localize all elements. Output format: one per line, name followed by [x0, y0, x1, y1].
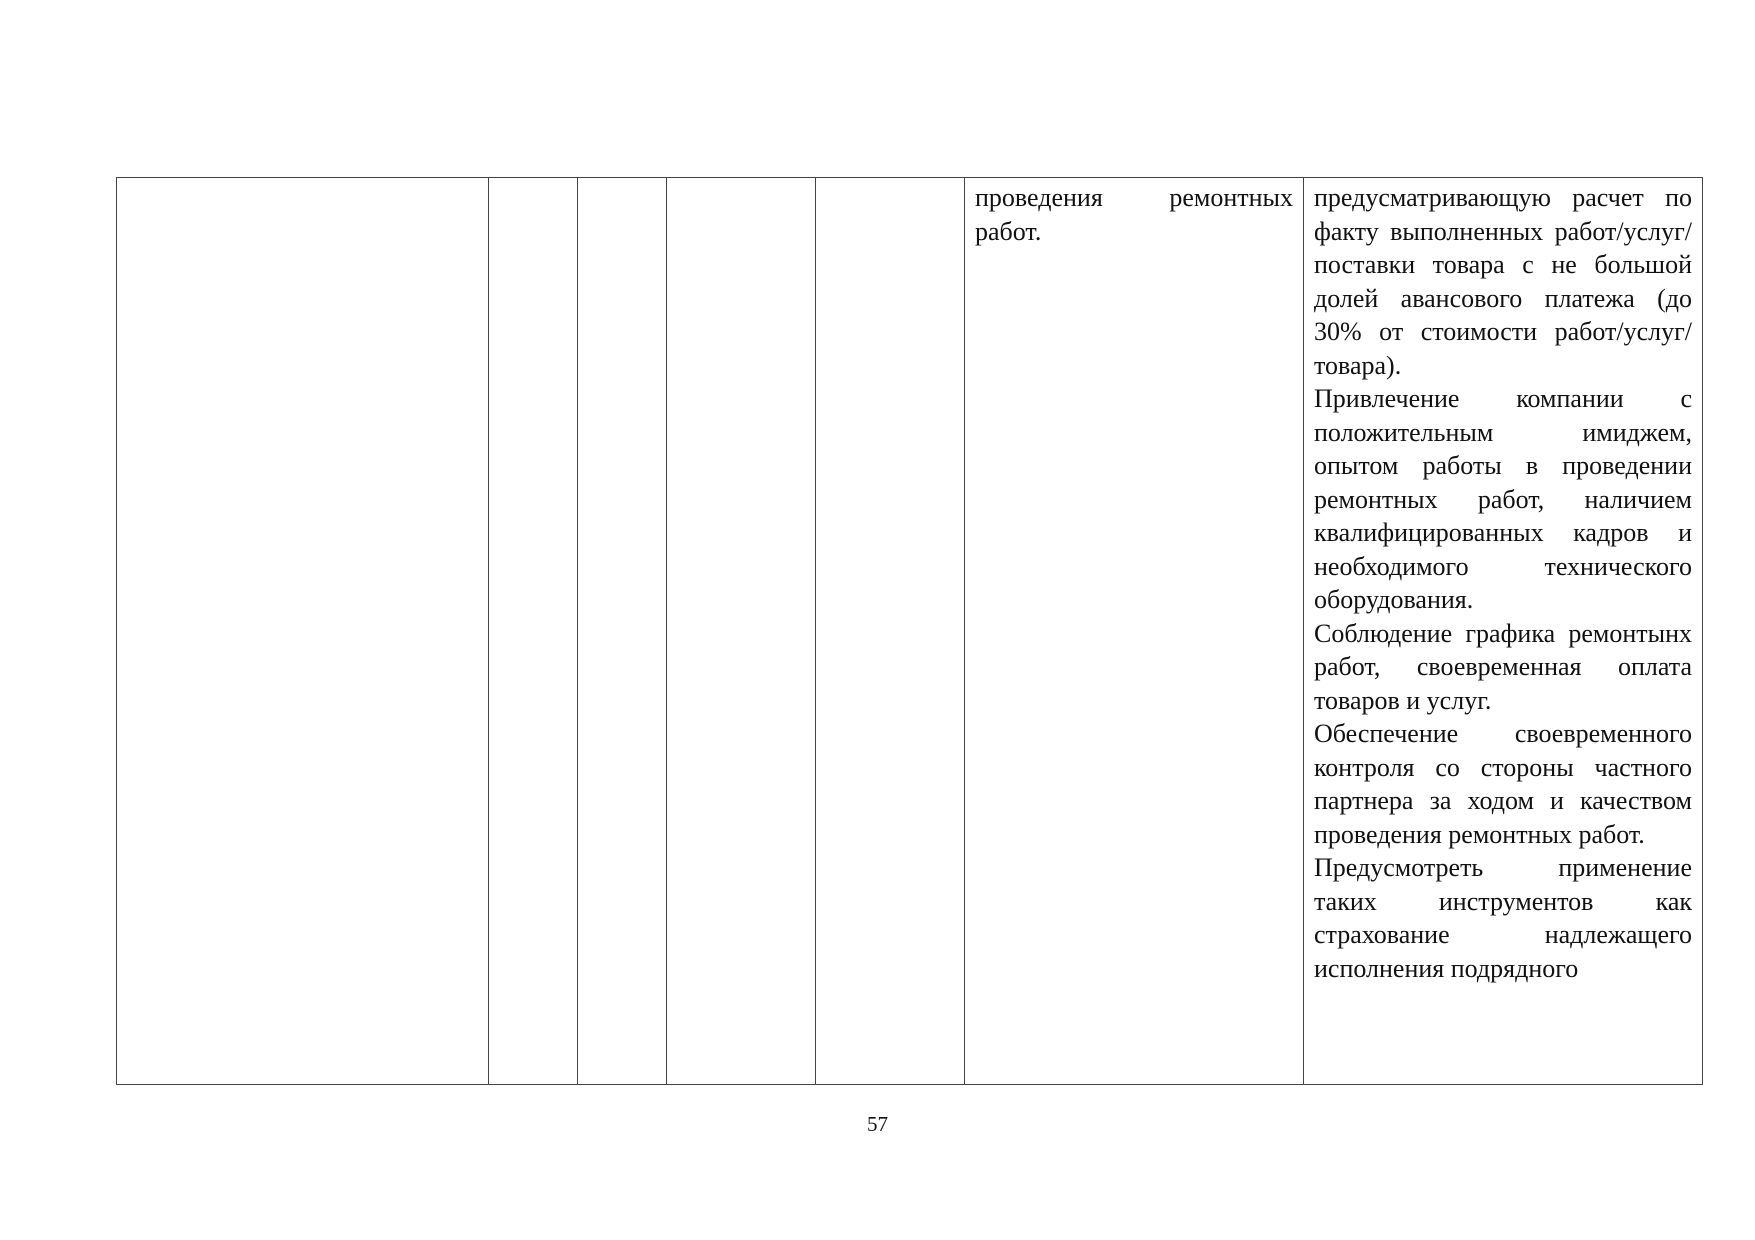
- cell-6-text: проведения ремонтных работ.: [975, 183, 1293, 246]
- table-row: [117, 178, 1703, 1085]
- page-number: 57: [867, 1112, 888, 1136]
- paragraph-payment-terms: предусматривающую расчет по факту выполненных работ/услуг/поставки товара с не большой долей авансового платежа (до 30% от стоимости работ/услуг/товара).: [1314, 183, 1692, 380]
- paragraph-company-selection: Привлечение компании с положительным имиджем, опытом работы в проведении ремонтных работ, наличием квалифицированных кадров и необходимого технического оборудования.: [1314, 384, 1692, 614]
- paragraph-quality-control: Обеспечение своевременного контроля со стороны частного партнера за ходом и качеством проведения ремонтных работ.: [1314, 719, 1692, 849]
- document-table: [116, 177, 1703, 1085]
- paragraph-schedule-compliance: Соблюдение графика ремонтынх работ, своевременная оплата товаров и услуг.: [1314, 618, 1692, 715]
- table-cell-7: [1304, 178, 1703, 1085]
- paragraph-insurance: Предусмотреть применение таких инструментов как страхование надлежащего исполнения подрядного: [1314, 853, 1692, 983]
- cell-7-text: [1304, 178, 1702, 985]
- table-cell-3: [578, 178, 667, 1085]
- table-cell-2: [489, 178, 578, 1085]
- table-cell-6: [965, 178, 1304, 1085]
- table-cell-5: [816, 178, 965, 1085]
- table-cell-4: [667, 178, 816, 1085]
- table-cell-1: [117, 178, 489, 1085]
